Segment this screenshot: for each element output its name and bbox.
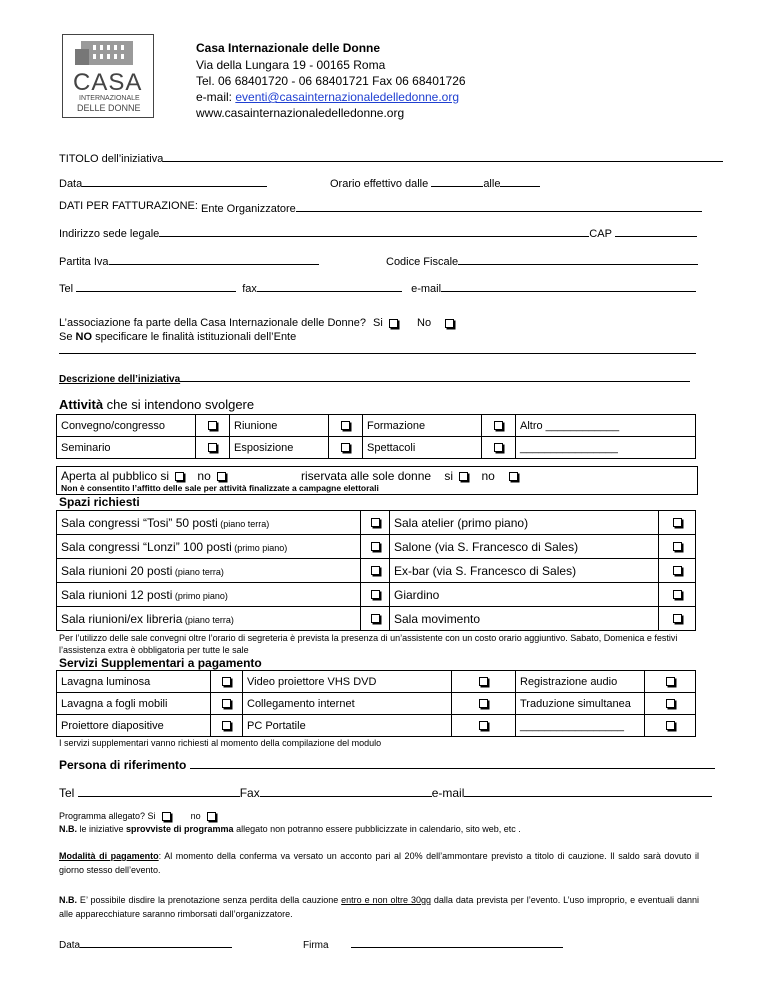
assoc-note-line[interactable] <box>59 353 696 354</box>
nb-pre: le iniziative <box>77 824 127 834</box>
disdetta-label: N.B. <box>59 895 77 905</box>
checkbox[interactable] <box>479 677 488 686</box>
spazi-checkbox-cell[interactable] <box>361 583 390 607</box>
ente-label: Ente Organizzatore <box>201 203 296 215</box>
nb-post: allegato non potranno essere pubblicizzate in calendario, sito web, etc . <box>233 824 521 834</box>
servizi-cell: Lavagna luminosa <box>57 671 211 693</box>
servizi-cell: Registrazione audio <box>516 671 645 693</box>
attivita-row <box>57 415 696 437</box>
attivita-title-bold: Attività <box>59 397 104 412</box>
cf-field[interactable] <box>458 253 698 265</box>
servizi-row <box>57 693 696 715</box>
assoc-no-checkbox[interactable] <box>445 319 454 328</box>
spazi-checkbox-cell[interactable] <box>659 583 696 607</box>
assoc-si <box>373 317 398 329</box>
assoc-si-checkbox[interactable] <box>389 319 398 328</box>
attivita-cell: Riunione <box>230 415 329 437</box>
data-row <box>59 175 267 190</box>
servizi-cell: Video proiettore VHS DVD <box>243 671 452 693</box>
apertura-note: Non è consentito l’affitto delle sale per attività finalizzate a campagne elettorali <box>61 483 379 493</box>
checkbox[interactable] <box>371 566 380 575</box>
titolo-row <box>59 150 723 165</box>
spazi-checkbox-cell[interactable] <box>361 607 390 631</box>
titolo-field[interactable] <box>163 150 723 162</box>
disdetta-under: entro e non oltre 30gg <box>341 895 431 905</box>
persona-tel-field[interactable] <box>78 785 240 797</box>
programma-no-checkbox[interactable] <box>207 812 216 821</box>
disdetta-pre: E’ possibile disdire la prenotazione senza perdita della cauzione <box>77 895 342 905</box>
piva-field[interactable] <box>109 253 319 265</box>
attivita-cell[interactable]: ________________ <box>516 437 696 459</box>
spazi-row <box>57 607 696 631</box>
spazi-checkbox-cell[interactable] <box>659 607 696 631</box>
attivita-cell: Seminario <box>57 437 196 459</box>
attivita-cell: Formazione <box>363 415 482 437</box>
servizi-checkbox-cell[interactable] <box>452 671 516 693</box>
spazi-cell <box>57 583 361 607</box>
checkbox[interactable] <box>222 721 231 730</box>
logo <box>62 34 154 118</box>
servizi-checkbox-cell[interactable] <box>452 715 516 737</box>
programma-no-label: no <box>190 811 201 821</box>
checkbox[interactable] <box>208 421 217 430</box>
servizi-checkbox-cell[interactable] <box>645 671 696 693</box>
fatturazione-label: DATI PER FATTURAZIONE: <box>59 200 198 212</box>
fax-label: fax <box>242 283 257 295</box>
servizi-checkbox-cell[interactable] <box>452 693 516 715</box>
spazi-cell <box>57 559 361 583</box>
checkbox[interactable] <box>341 421 350 430</box>
org-name: Casa Internazionale delle Donne <box>196 41 381 55</box>
orario-row <box>330 175 540 190</box>
email-field[interactable] <box>441 280 696 292</box>
orario-alle-label: alle <box>483 178 501 190</box>
spazi-checkbox-cell[interactable] <box>361 511 390 535</box>
servizi-checkbox-cell[interactable] <box>211 693 243 715</box>
checkbox[interactable] <box>371 590 380 599</box>
aperta-label: Aperta al pubblico si <box>61 469 170 483</box>
nb-bold: sprovviste di programma <box>126 824 234 834</box>
ente-field[interactable] <box>296 200 702 212</box>
tel-field[interactable] <box>76 280 236 292</box>
attivita-cell: Esposizione <box>230 437 329 459</box>
programma-nb <box>59 824 521 834</box>
checkbox[interactable] <box>673 518 682 527</box>
programma-si-checkbox[interactable] <box>162 812 171 821</box>
spazi-row <box>57 511 696 535</box>
email-label-form: e-mail <box>411 283 442 295</box>
aperta-no-checkbox[interactable] <box>217 472 226 481</box>
spazi-floor: (piano terra) <box>172 566 224 577</box>
spazi-title: Spazi richiesti <box>59 495 140 509</box>
org-phones: Tel. 06 68401720 - 06 68401721 Fax 06 68401726 <box>196 74 466 88</box>
attivita-title-rest: che si intendono svolgere <box>103 397 255 412</box>
attivita-checkbox-cell[interactable] <box>482 437 516 459</box>
logo-text: CASA <box>73 69 143 96</box>
logo-sub1: INTERNAZIONALE <box>79 95 140 102</box>
cf-label: Codice Fiscale <box>386 256 459 268</box>
checkbox[interactable] <box>479 699 488 708</box>
assoc-si-label: Si <box>373 317 383 329</box>
piva-row <box>59 253 319 268</box>
disdetta-post: dalla data prevista per l’evento. L’uso improprio, e eventuali danni alle apparecchiature saranno rimborsati dall’organizzatore. <box>59 895 699 919</box>
checkbox[interactable] <box>673 542 682 551</box>
servizi-row <box>57 715 696 737</box>
servizi-checkbox-cell[interactable] <box>211 671 243 693</box>
spazi-note: Per l’utilizzo delle sale convegni oltre l’orario di segreteria è prevista la presenza di un’assistente con un costo orario aggiuntivo. Sabato, Domenica e festivi l’assistenza extra è obbligatoria per tutte le sale <box>59 633 678 655</box>
pagamento-label: Modalità di pagamento <box>59 851 159 861</box>
servizi-checkbox-cell[interactable] <box>645 715 696 737</box>
tel-label: Tel <box>59 283 74 295</box>
riservata-label: riservata alle sole donne <box>301 469 432 483</box>
firma-data-field[interactable] <box>80 936 232 948</box>
servizi-checkbox-cell[interactable] <box>645 693 696 715</box>
servizi-checkbox-cell[interactable] <box>211 715 243 737</box>
checkbox[interactable] <box>494 443 503 452</box>
checkbox[interactable] <box>222 699 231 708</box>
orario-alle-field[interactable] <box>500 175 540 187</box>
data-field[interactable] <box>82 175 267 187</box>
persona-label: Persona di riferimento <box>59 758 187 772</box>
servizi-table <box>56 670 696 737</box>
attivita-cell: Convegno/congresso <box>57 415 196 437</box>
servizi-note: I servizi supplementari vanno richiesti al momento della compilazione del modulo <box>59 738 382 748</box>
firma-row <box>303 936 563 951</box>
aperta-row <box>61 469 226 483</box>
servizi-cell: PC Portatile <box>243 715 452 737</box>
attivita-checkbox-cell[interactable] <box>482 415 516 437</box>
assoc-note-post: specificare le finalità istituzionali dell’Ente <box>92 331 297 343</box>
checkbox[interactable] <box>673 566 682 575</box>
spazi-cell: Salone (via S. Francesco di Sales) <box>390 535 659 559</box>
spazi-cell: Sala atelier (primo piano) <box>390 511 659 535</box>
titolo-label: TITOLO dell’iniziativa <box>59 153 164 165</box>
checkbox[interactable] <box>666 699 675 708</box>
persona-fax-field[interactable] <box>260 785 432 797</box>
checkbox[interactable] <box>673 590 682 599</box>
pagamento-text: : Al momento della conferma va versato un acconto pari al 20% dell’ammontare previsto a titolo di cauzione. Il saldo sarà dovuto il giorno stesso dell’evento. <box>59 851 699 875</box>
spazi-label: Sala congressi “Tosi” 50 posti <box>61 515 218 530</box>
assoc-no-label: No <box>417 317 432 329</box>
checkbox[interactable] <box>341 443 350 452</box>
spazi-floor: (primo piano) <box>231 542 288 553</box>
descrizione-label: Descrizione dell’iniziativa <box>59 374 181 385</box>
cf-row <box>386 253 698 268</box>
spazi-cell: Giardino <box>390 583 659 607</box>
aperta-si-checkbox[interactable] <box>175 472 184 481</box>
spazi-cell: Ex-bar (via S. Francesco di Sales) <box>390 559 659 583</box>
nb-label: N.B. <box>59 824 77 834</box>
attivita-cell: Spettacoli <box>363 437 482 459</box>
attivita-checkbox-cell[interactable] <box>329 415 363 437</box>
firma-data-row <box>59 936 232 951</box>
aperta-no-label: no <box>197 469 211 483</box>
attivita-checkbox-cell[interactable] <box>329 437 363 459</box>
assoc-no <box>417 317 454 329</box>
attivita-table <box>56 414 696 459</box>
servizi-title: Servizi Supplementari a pagamento <box>59 656 262 670</box>
spazi-checkbox-cell[interactable] <box>361 535 390 559</box>
cap-label: CAP <box>589 228 612 240</box>
persona-row <box>59 757 715 772</box>
attivita-checkbox-cell[interactable] <box>196 437 230 459</box>
servizi-cell: Proiettore diapositive <box>57 715 211 737</box>
indirizzo-field[interactable] <box>159 225 589 237</box>
persona-tel-label: Tel <box>59 786 75 800</box>
orario-dalle-field[interactable] <box>431 175 483 187</box>
firma-label: Firma <box>303 940 329 951</box>
indirizzo-label: Indirizzo sede legale <box>59 228 160 240</box>
checkbox[interactable] <box>494 421 503 430</box>
spazi-label: Sala riunioni 20 posti <box>61 563 173 578</box>
spazi-checkbox-cell[interactable] <box>659 511 696 535</box>
email-link[interactable]: eventi@casainternazionaledelledonne.org <box>235 90 460 104</box>
checkbox[interactable] <box>371 542 380 551</box>
spazi-label: Sala riunioni/ex libreria <box>61 611 183 626</box>
spazi-floor: (primo piano) <box>172 590 228 601</box>
attivita-checkbox-cell[interactable] <box>196 415 230 437</box>
attivita-row <box>57 437 696 459</box>
descrizione-row <box>59 370 690 385</box>
email-label: e-mail: <box>196 90 236 104</box>
spazi-label: Sala riunioni 12 posti <box>61 587 173 602</box>
persona-contact-row <box>59 785 712 800</box>
persona-email-field[interactable] <box>464 785 712 797</box>
checkbox[interactable] <box>371 614 380 623</box>
riservata-si-label: si <box>444 469 454 483</box>
ente-row <box>201 200 702 215</box>
spazi-checkbox-cell[interactable] <box>361 559 390 583</box>
fax-field[interactable] <box>257 280 402 292</box>
logo-sub2: DELLE DONNE <box>77 103 141 113</box>
firma-field[interactable] <box>351 936 563 948</box>
firma-data-label: Data <box>59 940 81 951</box>
org-address: Via della Lungara 19 - 00165 Roma <box>196 58 386 72</box>
assoc-note-pre: Se <box>59 331 76 343</box>
checkbox[interactable] <box>208 443 217 452</box>
riservata-no-label: no <box>481 469 495 483</box>
apertura-box <box>56 466 698 495</box>
checkbox[interactable] <box>666 721 675 730</box>
piva-label: Partita Iva <box>59 256 109 268</box>
programma-row <box>59 811 216 821</box>
checkbox[interactable] <box>479 721 488 730</box>
persona-email-label: e-mail <box>431 786 465 800</box>
spazi-floor: (piano terra) <box>182 614 234 625</box>
pagamento-paragraph <box>59 849 699 877</box>
riservata-si-checkbox[interactable] <box>459 472 468 481</box>
assoc-note <box>59 331 296 343</box>
descrizione-field[interactable] <box>180 370 690 382</box>
spazi-checkbox-cell[interactable] <box>659 559 696 583</box>
spazi-checkbox-cell[interactable] <box>659 535 696 559</box>
spazi-floor: (piano terra) <box>217 518 270 529</box>
assoc-question: L’associazione fa parte della Casa Internazionale delle Donne? <box>59 317 366 329</box>
attivita-cell[interactable]: Altro ____________ <box>516 415 696 437</box>
riservata-no-checkbox[interactable] <box>509 472 518 481</box>
assoc-note-no: NO <box>75 331 93 343</box>
spazi-cell: Sala movimento <box>390 607 659 631</box>
spazi-row <box>57 535 696 559</box>
checkbox[interactable] <box>666 677 675 686</box>
checkbox[interactable] <box>673 614 682 623</box>
indirizzo-row <box>59 225 697 240</box>
servizi-cell: Lavagna a fogli mobili <box>57 693 211 715</box>
servizi-cell: Collegamento internet <box>243 693 452 715</box>
spazi-label: Sala congressi “Lonzi” 100 posti <box>61 539 232 554</box>
servizi-cell[interactable]: _________________ <box>516 715 645 737</box>
org-email-row <box>196 90 459 104</box>
attivita-title <box>59 397 254 412</box>
persona-field[interactable] <box>190 757 715 769</box>
spazi-row <box>57 583 696 607</box>
disdetta-paragraph <box>59 893 699 921</box>
servizi-cell: Traduzione simultanea <box>516 693 645 715</box>
tel-row <box>59 280 696 295</box>
programma-label: Programma allegato? Si <box>59 811 156 821</box>
checkbox[interactable] <box>222 677 231 686</box>
spazi-table <box>56 510 696 631</box>
spazi-cell <box>57 535 361 559</box>
cap-field[interactable] <box>615 225 697 237</box>
org-website[interactable]: www.casainternazionaledelledonne.org <box>196 106 405 120</box>
spazi-cell <box>57 607 361 631</box>
servizi-row <box>57 671 696 693</box>
data-label: Data <box>59 178 83 190</box>
orario-dalle-label: Orario effettivo dalle <box>330 178 429 190</box>
spazi-cell <box>57 511 361 535</box>
persona-fax-label: Fax <box>239 786 260 800</box>
spazi-row <box>57 559 696 583</box>
checkbox[interactable] <box>371 518 380 527</box>
riservata-row <box>301 469 518 483</box>
